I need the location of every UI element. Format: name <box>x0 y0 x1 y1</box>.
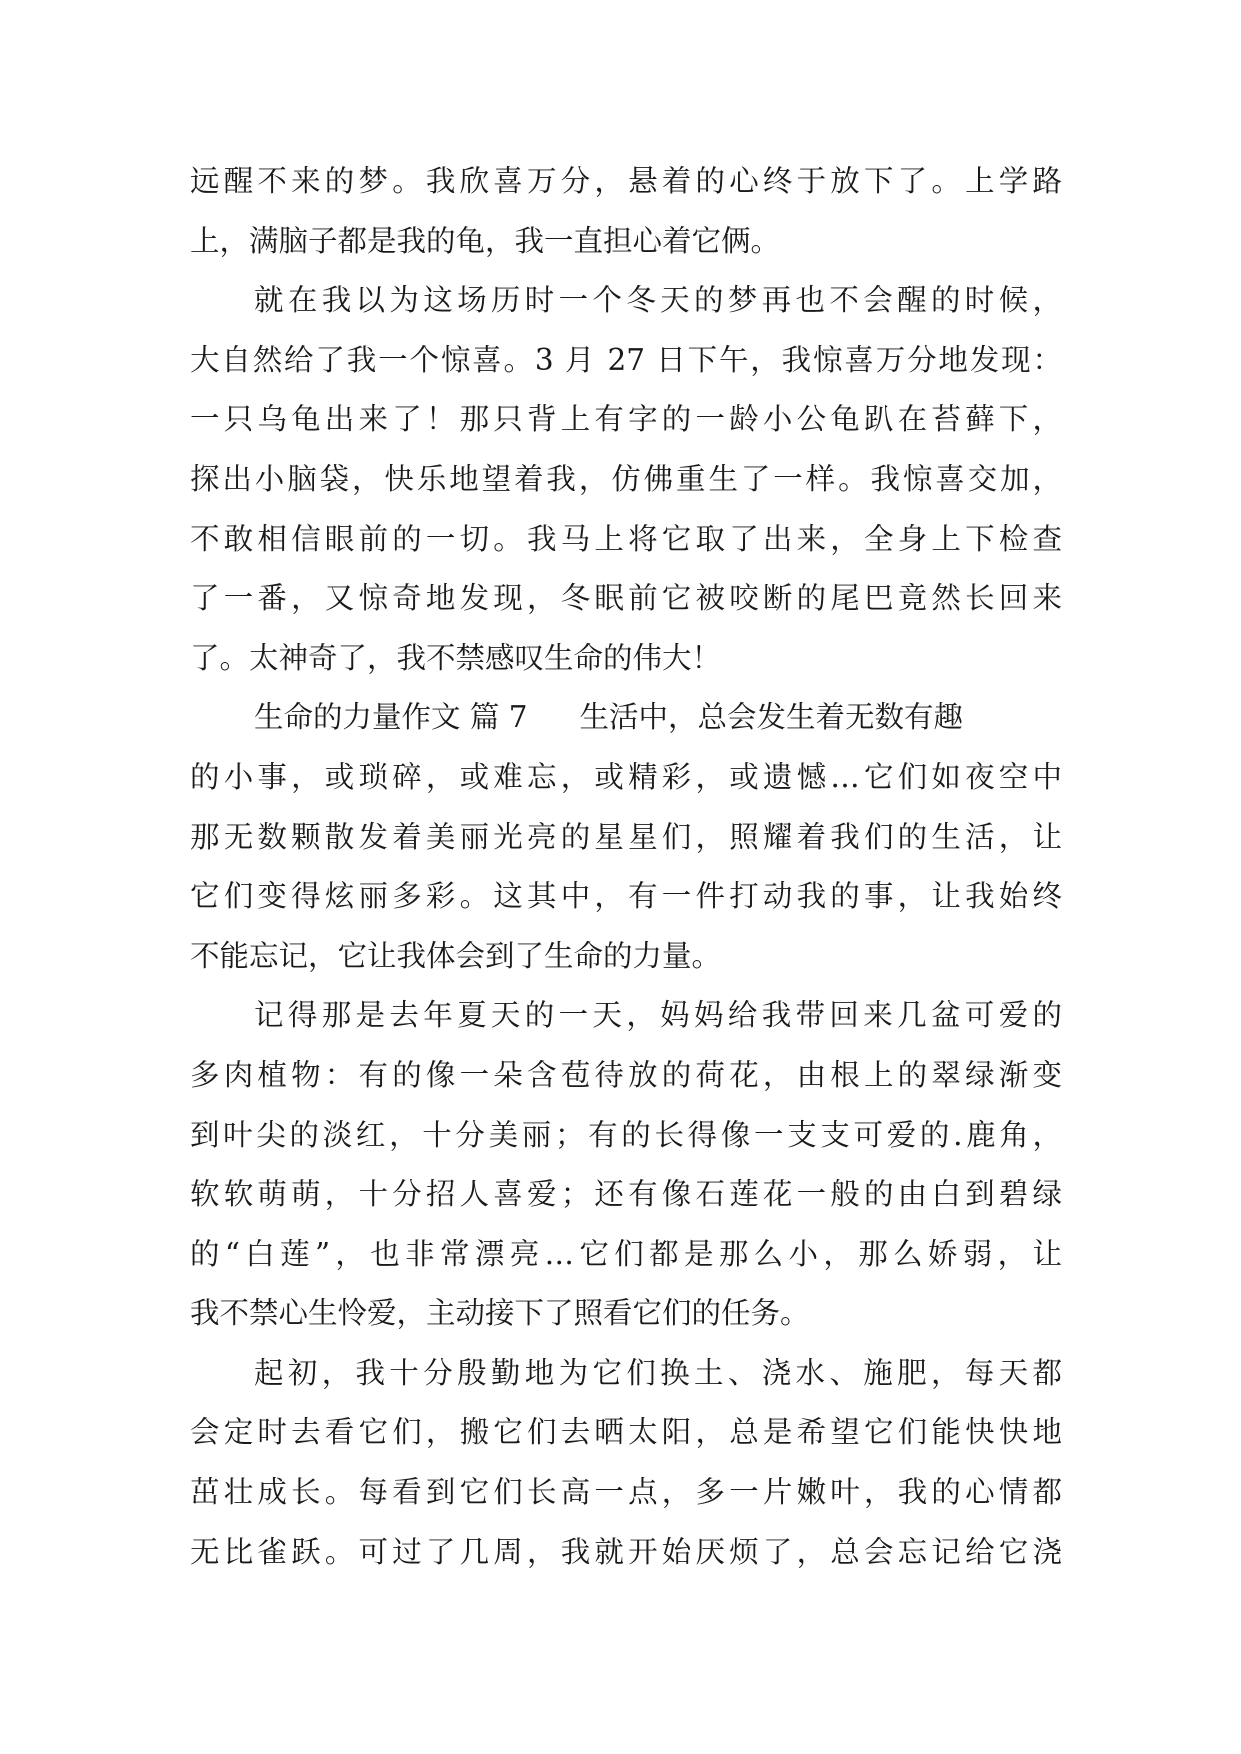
text-line: 探出小脑袋，快乐地望着我，仿佛重生了一样。我惊喜交加， <box>190 461 1062 496</box>
text-line: 了。太神奇了，我不禁感叹生命的伟大！ <box>190 640 722 675</box>
text-run: 生活中，总会发生着无数有趣 <box>579 700 964 735</box>
section-heading: 生命的力量作文 篇 7 <box>254 700 528 735</box>
text-line: 茁壮成长。每看到它们长高一点，多一片嫩叶，我的心情都 <box>190 1475 1062 1510</box>
text-line: 多肉植物：有的像一朵含苞待放的荷花，由根上的翠绿渐变 <box>190 1057 1062 1092</box>
text-line: 到叶尖的淡红，十分美丽；有的长得像一支支可爱的.鹿角， <box>190 1117 1062 1152</box>
text-line: 会定时去看它们，搬它们去晒太阳，总是希望它们能快快地 <box>190 1415 1062 1450</box>
text-line: 记得那是去年夏天的一天，妈妈给我带回来几盆可爱的 <box>254 998 1062 1033</box>
text-line <box>190 688 1062 748</box>
text-line: 软软萌萌，十分招人喜爱；还有像石莲花一般的由白到碧绿 <box>190 1177 1062 1212</box>
text-line: 无比雀跃。可过了几周，我就开始厌烦了，总会忘记给它浇 <box>190 1534 1062 1569</box>
text-line: 的“白莲”，也非常漂亮…它们都是那么小，那么娇弱，让 <box>190 1236 1062 1271</box>
text-line: 起初，我十分殷勤地为它们换土、浇水、施肥，每天都 <box>254 1355 1062 1390</box>
document-body <box>190 152 1062 1582</box>
text-line: 的小事，或琐碎，或难忘，或精彩，或遗憾…它们如夜空中 <box>190 759 1062 794</box>
text-line: 大自然给了我一个惊喜。3 月 27 日下午，我惊喜万分地发现： <box>190 342 1062 377</box>
text-line: 上，满脑子都是我的龟，我一直担心着它俩。 <box>190 223 781 258</box>
text-line: 一只乌龟出来了！那只背上有字的一龄小公龟趴在苔藓下， <box>190 402 1062 437</box>
text-line: 不敢相信眼前的一切。我马上将它取了出来，全身上下检查 <box>190 521 1062 556</box>
text-line: 了一番，又惊奇地发现，冬眠前它被咬断的尾巴竟然长回来 <box>190 581 1062 616</box>
text-line: 远醒不来的梦。我欣喜万分，悬着的心终于放下了。上学路 <box>190 164 1062 198</box>
text-line: 那无数颗散发着美丽光亮的星星们，照耀着我们的生活，让 <box>190 819 1062 854</box>
text-line: 它们变得炫丽多彩。这其中，有一件打动我的事，让我始终 <box>190 879 1062 914</box>
text-line: 我不禁心生怜爱，主动接下了照看它们的任务。 <box>190 1296 810 1331</box>
text-line: 就在我以为这场历时一个冬天的梦再也不会醒的时候， <box>254 283 1062 318</box>
text-line: 不能忘记，它让我体会到了生命的力量。 <box>190 938 722 973</box>
